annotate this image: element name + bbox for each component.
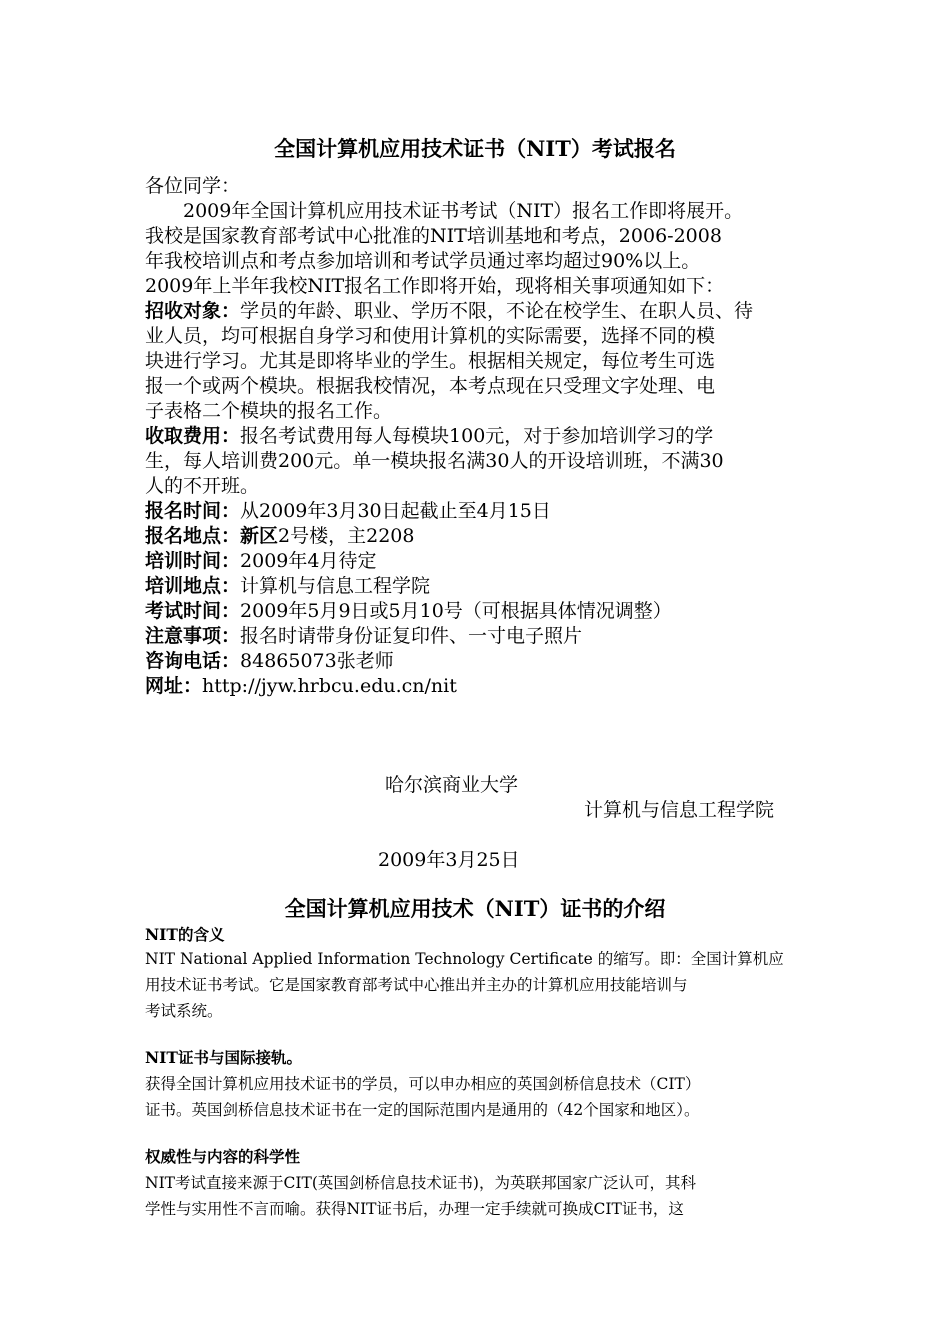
notice-date: 2009年3月25日 — [378, 849, 520, 871]
enroll-line: 报一个或两个模块。根据我校情况，本考点现在只受理文字处理、电 — [145, 375, 716, 397]
training-place — [145, 574, 815, 599]
notes — [145, 624, 815, 649]
notice-title: 全国计算机应用技术证书（NIT）考试报名 — [274, 136, 676, 161]
contact-phone-value: 84865073张老师 — [240, 650, 394, 672]
section-line: 证书。英国剑桥信息技术证书在一定的国际范围内是通用的（42个国家和地区）。 — [145, 1101, 700, 1119]
notes-value: 报名时请带身份证复印件、一寸电子照片 — [240, 625, 583, 647]
exam-time — [145, 599, 815, 624]
exam-time-label: 考试时间： — [145, 600, 241, 622]
contact-phone — [145, 649, 815, 674]
training-place-value: 计算机与信息工程学院 — [240, 575, 431, 597]
section-heading: NIT的含义 — [145, 925, 225, 944]
website-link[interactable]: http://jyw.hrbcu.edu.cn/nit — [202, 675, 457, 697]
contact-phone-label: 咨询电话： — [145, 650, 241, 672]
exam-time-value: 2009年5月9日或5月10号（可根据具体情况调整） — [240, 600, 672, 622]
enroll-line: 子表格二个模块的报名工作。 — [145, 400, 393, 422]
website-label: 网址： — [145, 675, 203, 697]
signup-place — [145, 524, 815, 549]
enroll-line — [145, 299, 815, 324]
fee-label: 收取费用： — [145, 425, 241, 447]
section-line: 获得全国计算机应用技术证书的学员，可以申办相应的英国剑桥信息技术（CIT） — [145, 1075, 701, 1093]
fee-line — [145, 424, 815, 449]
university-name: 哈尔滨商业大学 — [385, 774, 519, 796]
fee-text: 报名考试费用每人每模块100元，对于参加培训学习的学 — [240, 425, 714, 447]
fee-line: 人的不开班。 — [145, 475, 260, 497]
signup-time-value: 从2009年3月30日起截止至4月15日 — [240, 500, 551, 522]
greeting: 各位同学： — [145, 175, 241, 197]
section-line: NIT National Applied Information Technology Certificate 的缩写。即：全国计算机应 — [145, 950, 784, 968]
signup-time — [145, 499, 815, 524]
intro-line: 年我校培训点和考点参加培训和考试学员通过率均超过90%以上。 — [145, 250, 701, 272]
enroll-line: 业人员，均可根据自身学习和使用计算机的实际需要，选择不同的模 — [145, 325, 716, 347]
intro-line: 2009年全国计算机应用技术证书考试（NIT）报名工作即将展开。 — [145, 200, 744, 222]
section-heading: 权威性与内容的科学性 — [145, 1147, 301, 1166]
notes-label: 注意事项： — [145, 625, 241, 647]
training-place-label: 培训地点： — [145, 575, 241, 597]
fee-line: 生，每人培训费200元。单一模块报名满30人的开设培训班，不满30 — [145, 450, 724, 472]
enroll-text: 学员的年龄、职业、学历不限，不论在校学生、在职人员、待 — [240, 300, 754, 322]
section-heading: NIT证书与国际接轨。 — [145, 1048, 302, 1067]
section-line: 用技术证书考试。它是国家教育部考试中心推出并主办的计算机应用技能培训与 — [145, 976, 688, 994]
intro-line: 2009年上半年我校NIT报名工作即将开始，现将相关事项通知如下： — [145, 275, 725, 297]
signup-place-label: 报名地点：新区 — [145, 525, 279, 547]
college-name: 计算机与信息工程学院 — [584, 799, 775, 821]
website — [145, 674, 815, 699]
enroll-line: 块进行学习。尤其是即将毕业的学生。根据相关规定，每位考生可选 — [145, 350, 716, 372]
enroll-label: 招收对象： — [145, 300, 241, 322]
intro-line: 我校是国家教育部考试中心批准的NIT培训基地和考点，2006-2008 — [145, 225, 722, 247]
section-line: NIT考试直接来源于CIT(英国剑桥信息技术证书)，为英联邦国家广泛认可，其科 — [145, 1174, 696, 1192]
intro-title: 全国计算机应用技术（NIT）证书的介绍 — [284, 896, 666, 921]
signup-time-label: 报名时间： — [145, 500, 241, 522]
training-time-value: 2009年4月待定 — [240, 550, 377, 572]
training-time — [145, 549, 815, 574]
signup-place-value: 2号楼，主2208 — [278, 525, 415, 547]
training-time-label: 培训时间： — [145, 550, 241, 572]
section-line: 学性与实用性不言而喻。获得NIT证书后，办理一定手续就可换成CIT证书，这 — [145, 1200, 684, 1218]
section-line: 考试系统。 — [145, 1002, 223, 1020]
